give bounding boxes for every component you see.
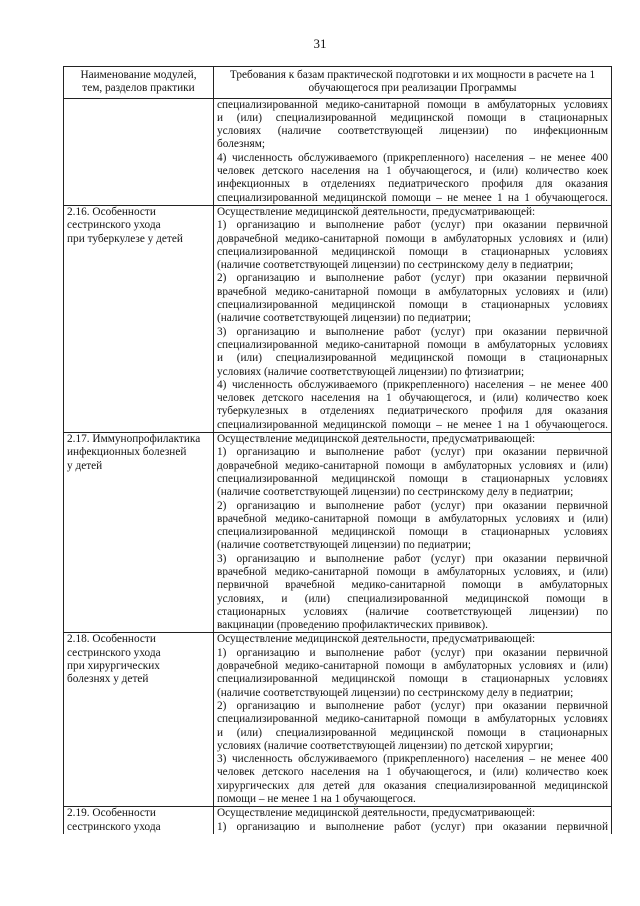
requirements-cell <box>214 98 612 205</box>
requirement-line: (наличие соответствующей лицензии) по педиатрии; <box>217 312 472 325</box>
module-name-line: сестринского ухода <box>67 219 161 232</box>
module-name-cell <box>64 633 214 807</box>
header-line: Наименование модулей, <box>80 69 197 81</box>
requirement-line: и (или) специализированной медицинской помощи в стационарных <box>217 352 608 365</box>
requirement-line: (наличие соответствующей лицензии) по сестринскому делу в педиатрии; <box>217 686 574 699</box>
page-number: 31 <box>313 36 327 51</box>
module-name-line: при хирургических <box>67 660 160 673</box>
requirement-line: 4) численность обслуживаемого (прикрепленного) населения – не менее 400 <box>217 151 608 164</box>
requirement-line: инфекционных в отделениях педиатрического профиля для оказания <box>217 178 608 191</box>
header-line: Требования к базам практической подготовки и их мощности в расчете на 1 <box>229 69 596 81</box>
requirement-line: (наличие соответствующей лицензии) по педиатрии; <box>217 539 472 552</box>
requirements-cell <box>214 205 612 432</box>
requirement-line: Осуществление медицинской деятельности, предусматривающей: <box>217 433 536 446</box>
requirement-line: условиях (наличие соответствующей лицензии) по фтизиатрии; <box>217 365 525 378</box>
module-name-line: 2.16. Особенности <box>67 205 156 218</box>
requirement-line: специализированной медицинской помощи в стационарных условиях <box>217 526 608 539</box>
requirement-line: и (или) специализированной медицинской помощи в стационарных <box>217 726 608 739</box>
module-name-line: при туберкулезе у детей <box>67 232 183 245</box>
requirement-line: человек детского населения на 1 обучающегося, и (или) количество коек <box>217 766 608 779</box>
module-name-line: сестринского ухода <box>67 820 161 833</box>
requirement-line: помощи – не менее 1 на 1 обучающегося. <box>217 793 416 806</box>
requirement-line: первичной врачебной медико-санитарной помощи в амбулаторных <box>217 579 608 592</box>
requirements-cell <box>214 433 612 633</box>
requirement-line: специализированной медико-санитарной помощи в амбулаторных условиях <box>217 338 608 351</box>
requirement-line: специализированной медико-санитарной помощи в амбулаторных условиях <box>217 98 608 111</box>
requirement-line: врачебной медико-санитарной помощи в амбулаторных условиях и (или) <box>217 512 608 525</box>
module-name-line: болезнях у детей <box>67 673 149 686</box>
requirement-line: условиях (наличие соответствующей лицензии) по детской хирургии; <box>217 739 554 752</box>
requirement-line: Осуществление медицинской деятельности, предусматривающей: <box>217 205 536 218</box>
requirement-line: 1) организацию и выполнение работ (услуг) при оказании первичной <box>217 646 608 659</box>
requirement-line: условиях (наличие соответствующей лицензии) по инфекционным <box>217 125 608 138</box>
module-name-line: инфекционных болезней <box>67 446 187 459</box>
table-row <box>64 433 612 633</box>
requirement-line: специализированной медицинской помощи в стационарных условиях <box>217 673 608 686</box>
table-row <box>64 205 612 432</box>
requirement-line: доврачебной медико-санитарной помощи в амбулаторных условиях и (или) <box>217 232 608 245</box>
module-name-cell <box>64 205 214 432</box>
module-name-cell <box>64 807 214 834</box>
requirement-line: специализированной медицинской помощи в стационарных условиях <box>217 472 608 485</box>
requirement-line: болезням; <box>217 138 266 151</box>
requirement-line: вакцинации (проведению профилактических прививок). <box>217 619 488 632</box>
header-module-names <box>64 67 214 99</box>
requirement-line: 1) организацию и выполнение работ (услуг) при оказании первичной <box>217 820 608 833</box>
module-name-line: сестринского ухода <box>67 646 161 659</box>
requirement-line: Осуществление медицинской деятельности, предусматривающей: <box>217 807 536 820</box>
requirement-line: доврачебной медико-санитарной помощи в амбулаторных условиях и (или) <box>217 660 608 673</box>
requirement-line: человек детского населения на 1 обучающегося, и (или) количество коек <box>217 392 608 405</box>
table-row <box>64 98 612 205</box>
module-name-line: 2.17. Иммунопрофилактика <box>67 433 201 446</box>
requirements-cell <box>214 807 612 834</box>
requirement-line: врачебной медико-санитарной помощи в амбулаторных условиях и (или) <box>217 285 608 298</box>
requirement-line: специализированной медицинской помощи в стационарных условиях <box>217 299 608 312</box>
table-row <box>64 633 612 807</box>
header-requirements <box>214 67 612 99</box>
header-line: тем, разделов практики <box>82 82 195 95</box>
requirement-line: специализированной медицинской помощи в стационарных условиях <box>217 245 608 258</box>
requirement-line: доврачебной медико-санитарной помощи в амбулаторных условиях и (или) <box>217 459 608 472</box>
table-header-row <box>64 67 612 99</box>
requirement-line: Осуществление медицинской деятельности, предусматривающей: <box>217 633 536 646</box>
module-name-cell <box>64 433 214 633</box>
requirement-line: стационарных условиях (наличие соответствующей лицензии) по <box>217 605 608 618</box>
requirement-line: 3) организацию и выполнение работ (услуг) при оказании первичной <box>217 325 608 338</box>
requirement-line: (наличие соответствующей лицензии) по сестринскому делу в педиатрии; <box>217 486 574 499</box>
requirement-line: 1) организацию и выполнение работ (услуг) при оказании первичной <box>217 446 608 459</box>
requirement-line: 2) организацию и выполнение работ (услуг) при оказании первичной <box>217 499 608 512</box>
table-row <box>64 807 612 834</box>
module-name-line: 2.18. Особенности <box>67 633 156 646</box>
requirement-line: 2) организацию и выполнение работ (услуг) при оказании первичной <box>217 699 608 712</box>
requirement-line: 3) численность обслуживаемого (прикрепленного) населения – не менее 400 <box>217 753 608 766</box>
requirement-line: (наличие соответствующей лицензии) по сестринскому делу в педиатрии; <box>217 259 574 272</box>
requirements-table <box>63 66 612 834</box>
module-name-line: 2.19. Особенности <box>67 807 156 820</box>
requirement-line: 2) организацию и выполнение работ (услуг) при оказании первичной <box>217 272 608 285</box>
requirement-line: специализированной медицинской помощи – не менее 1 на 1 обучающегося. <box>217 191 608 204</box>
module-name-cell <box>64 98 214 205</box>
header-line: обучающегося при реализации Программы <box>308 82 517 95</box>
requirement-line: специализированной медико-санитарной помощи в амбулаторных условиях <box>217 713 608 726</box>
requirement-line: условиях, и (или) специализированной медицинской помощи в <box>217 592 608 605</box>
requirement-line: туберкулезных в отделениях педиатрического профиля для оказания <box>217 405 608 418</box>
requirement-line: 3) организацию и выполнение работ (услуг) при оказании первичной <box>217 552 608 565</box>
requirement-line: 4) численность обслуживаемого (прикрепленного) населения – не менее 400 <box>217 378 608 391</box>
module-name-line: у детей <box>67 459 103 472</box>
requirement-line: и (или) специализированной медицинской помощи в стационарных <box>217 111 608 124</box>
requirement-line: хирургических для детей для оказания специализированной медицинской <box>217 779 608 792</box>
requirement-line: врачебной медико-санитарной помощи в амбулаторных условиях, и (или) <box>217 565 608 578</box>
requirements-cell <box>214 633 612 807</box>
requirement-line: специализированной медицинской помощи – не менее 1 на 1 обучающегося. <box>217 418 608 431</box>
requirement-line: человек детского населения на 1 обучающегося, и (или) количество коек <box>217 165 608 178</box>
requirement-line: 1) организацию и выполнение работ (услуг) при оказании первичной <box>217 219 608 232</box>
